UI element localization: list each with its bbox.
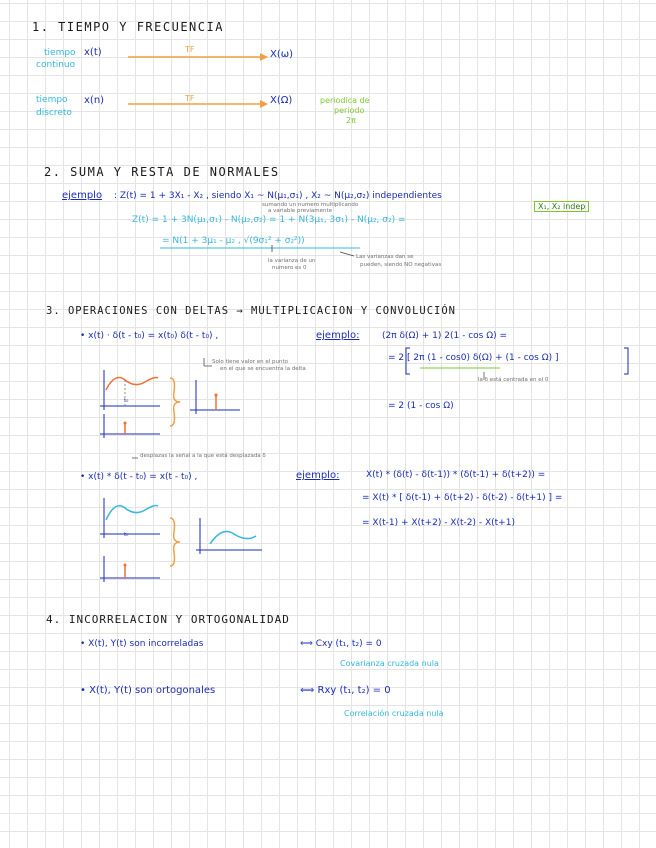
delta-conv-formula: • x(t) * δ(t - t₀) = x(t - t₀) ,	[80, 472, 198, 482]
eq2-right-bracket	[624, 348, 628, 374]
discrete-signal: x(n)	[84, 95, 105, 106]
section-2-title: 2. SUMA Y RESTA DE NORMALES	[44, 165, 280, 179]
mult-graph-2	[100, 414, 160, 438]
suma-note-1b: a variable previamente	[268, 208, 332, 214]
mult-note-1b: en el que se encuentra la delta	[220, 366, 306, 372]
conv-brace	[170, 518, 180, 566]
conv-graph-1	[100, 498, 160, 538]
conv-eq-1: X(t) * (δ(t) - δ(t-1)) * (δ(t-1) + δ(t+2)) =	[366, 470, 546, 480]
mult-note-2: la δ está centrada en el 0	[478, 377, 549, 383]
conv-note: desplazas la señal a la que está desplazada δ	[140, 453, 266, 459]
uncorrelated-statement: • X(t), Y(t) son incorreladas	[80, 639, 204, 649]
t0-label-2: t₀	[124, 532, 129, 538]
discrete-label-2: discreto	[36, 108, 72, 118]
mult-eq-1: (2π δ(Ω) + 1) 2(1 - cos Ω) =	[382, 331, 508, 341]
example-label-3a: ejemplo:	[316, 330, 360, 341]
t0-label-1: t₀	[124, 398, 129, 404]
conv-graph-result	[196, 518, 262, 554]
suma-note-2b: numero es 0	[272, 265, 307, 271]
mult-note-1a: Solo tiene valor en el punto	[212, 359, 288, 365]
suma-line-3: = N(1 + 3μ₁ - μ₂ , √(9σ₁² + σ₂²))	[162, 236, 305, 246]
discrete-transform: X(Ω)	[270, 95, 293, 106]
mult-graph-1	[100, 370, 160, 410]
continuous-label: tiempo	[44, 48, 76, 58]
orthogonal-statement: • X(t), Y(t) son ortogonales	[80, 685, 216, 696]
tf-label-1: TF	[185, 45, 195, 54]
covariance-note: Covarianza cruzada nula	[340, 659, 439, 668]
periodic-note-2: periodo	[334, 106, 365, 115]
continuous-signal: x(t)	[84, 47, 102, 58]
suma-note-3a: Las varianzas dan se	[356, 254, 414, 260]
tf-arrow-1-head	[260, 53, 268, 61]
conv-eq-3: = X(t-1) + X(t+2) - X(t-2) - X(t+1)	[362, 518, 515, 528]
independence-box: X₁, X₂ indep	[534, 201, 589, 212]
mult-brace	[170, 378, 180, 426]
continuous-label-2: continuo	[36, 60, 76, 70]
suma-note-3b: pueden, siendo NO negativas	[360, 262, 442, 268]
example-label-3b: ejemplo:	[296, 470, 340, 481]
section-3-title: 3. OPERACIONES CON DELTAS → MULTIPLICACION Y CONVOLUCIÓN	[46, 305, 457, 317]
eq2-left-bracket	[406, 348, 410, 374]
discrete-label: tiempo	[36, 95, 68, 105]
section-4-title: 4. INCORRELACION Y ORTOGONALIDAD	[46, 613, 290, 626]
suma-line-1: : Z(t) = 1 + 3X₁ - X₂ , siendo X₁ ~ N(μ₁,σ₁) , X₂ ~ N(μ₂,σ₂) independientes	[114, 191, 442, 201]
mult-graph-result	[190, 380, 240, 414]
tf-label-2: TF	[185, 94, 195, 103]
delta-mult-formula: • x(t) · δ(t - t₀) = x(t₀) δ(t - t₀) ,	[80, 331, 219, 341]
suma-line-2: Z(t) = 1 + 3N(μ₁,σ₁) - N(μ₂,σ₂) = 1 + N(3μ₁, 3σ₁) - N(μ₂, σ₂) =	[132, 215, 406, 225]
tf-arrow-2-head	[260, 100, 268, 108]
example-label-2: ejemplo	[62, 190, 103, 201]
periodic-note-3: 2π	[346, 116, 356, 125]
covariance-equation: ⟺ Cxy (t₁, t₂) = 0	[300, 639, 382, 649]
correlation-equation: ⟺ Rxy (t₁, t₂) = 0	[300, 685, 391, 696]
suma-note-2a: la varianza de un	[268, 258, 316, 264]
correlation-note: Correlación cruzada nula	[344, 709, 444, 718]
variance-pointer-2	[340, 252, 354, 256]
mult-eq-2: = 2 [ 2π (1 - cos0) δ(Ω) + (1 - cos Ω) ]	[388, 353, 559, 363]
continuous-transform: X(ω)	[270, 49, 294, 60]
periodic-note-1: periodica de	[320, 96, 370, 105]
suma-note-1a: sumando un numero multiplicando	[262, 202, 359, 208]
conv-eq-2: = X(t) * [ δ(t-1) + δ(t+2) - δ(t-2) - δ(t+1) ] =	[362, 493, 563, 503]
mult-eq-3: = 2 (1 - cos Ω)	[388, 401, 454, 411]
section-1-title: 1. TIEMPO Y FRECUENCIA	[32, 20, 224, 34]
conv-graph-2	[100, 556, 160, 582]
